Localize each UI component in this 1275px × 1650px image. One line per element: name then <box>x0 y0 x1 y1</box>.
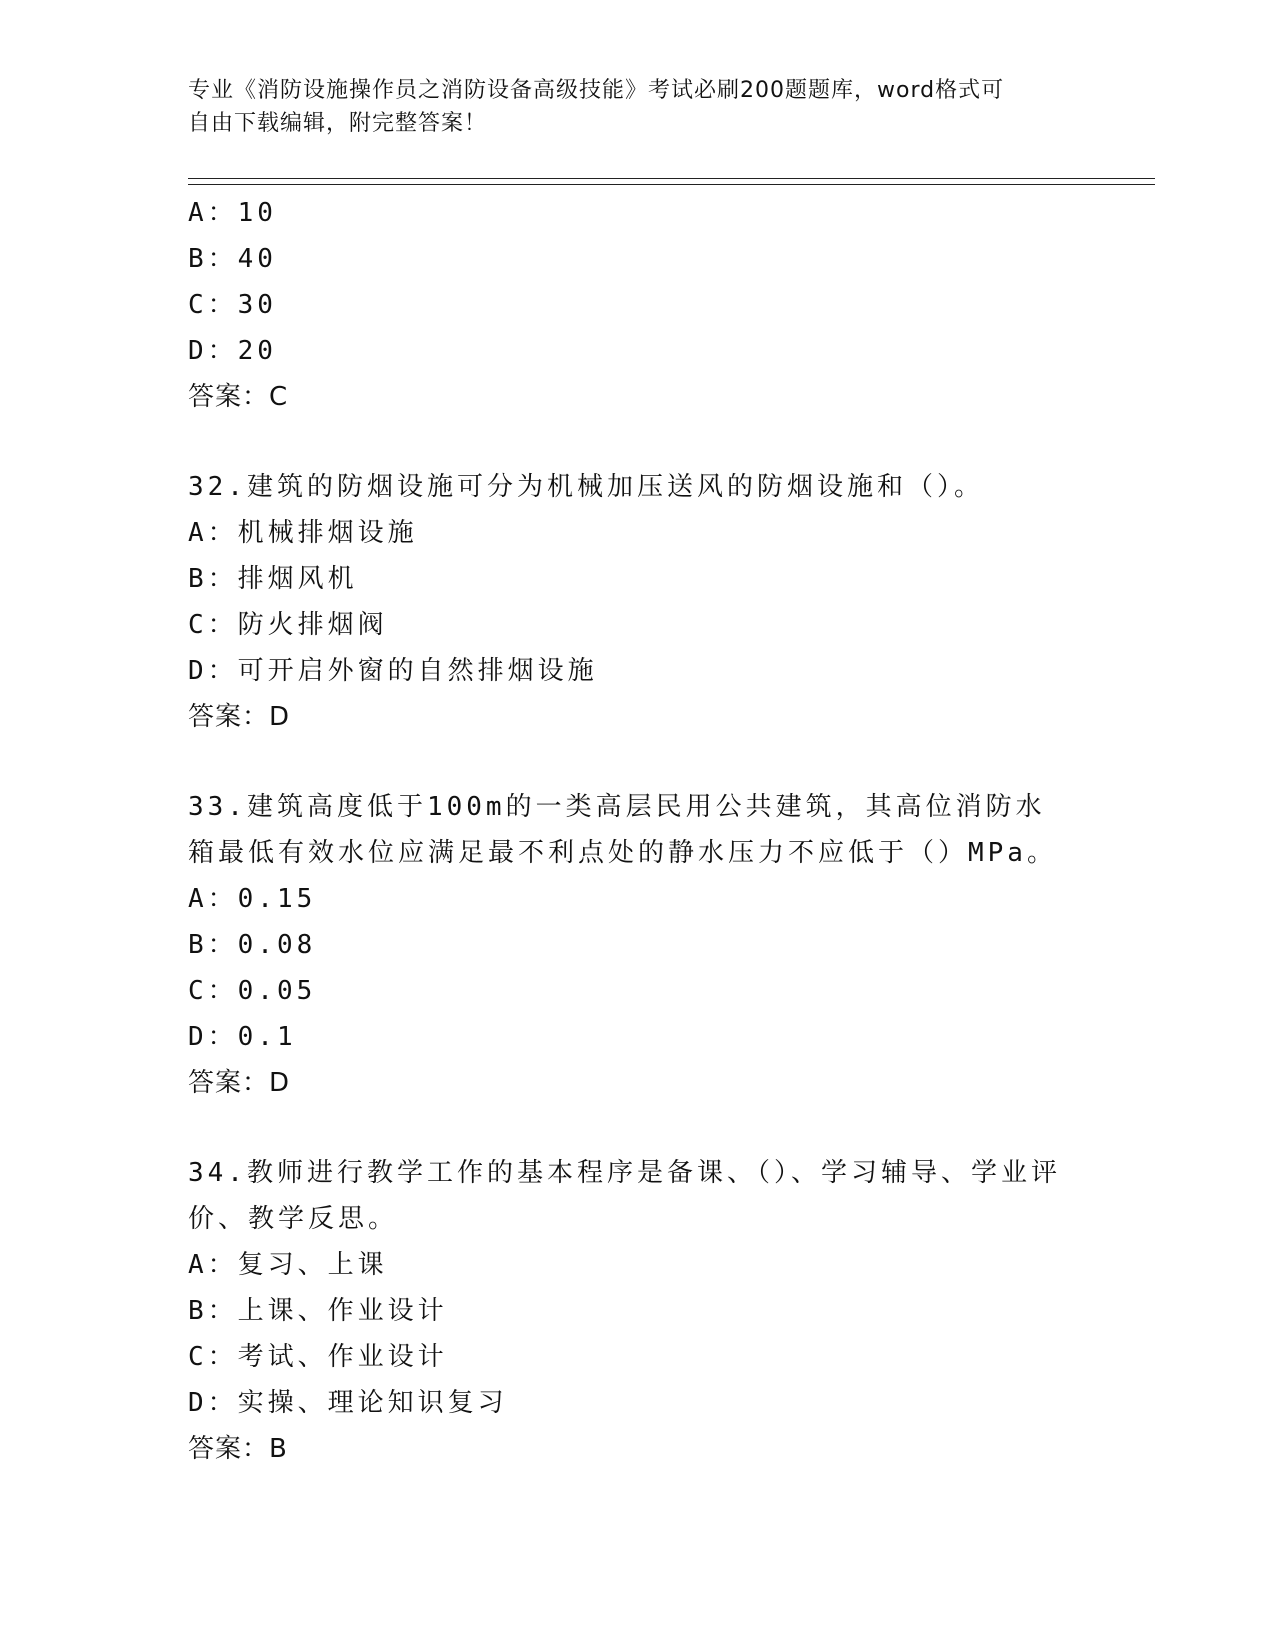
document-header <box>188 74 1088 140</box>
question-text: 34.教师进行教学工作的基本程序是备课、（）、学习辅导、学业评价、教学反思。 <box>188 1158 1061 1234</box>
option-a: A：机械排烟设施 <box>188 518 418 548</box>
option-d: D：20 <box>188 336 277 366</box>
option-d: D：可开启外窗的自然排烟设施 <box>188 656 598 686</box>
option-d: D：0.1 <box>188 1022 297 1052</box>
answer-line: 答案：B <box>188 1434 288 1464</box>
question-block-32 <box>188 464 1148 740</box>
question-block-34 <box>188 1150 1148 1472</box>
header-line-2: 自由下载编辑，附完整答案！ <box>188 111 488 136</box>
option-b: B：排烟风机 <box>188 564 358 594</box>
option-b: B：40 <box>188 244 277 274</box>
question-text: 33.建筑高度低于100m的一类高层民用公共建筑，其高位消防水箱最低有效水位应满足最不利点处的静水压力不应低于（）MPa。 <box>188 792 1057 868</box>
answer-line: 答案：D <box>188 702 291 732</box>
option-c: C：防火排烟阀 <box>188 610 388 640</box>
option-b: B：上课、作业设计 <box>188 1296 448 1326</box>
option-b: B：0.08 <box>188 930 317 960</box>
header-line-1: 专业《消防设施操作员之消防设备高级技能》考试必刷200题题库，word格式可 <box>188 78 1005 103</box>
answer-line: 答案：D <box>188 1068 291 1098</box>
option-a: A：0.15 <box>188 884 317 914</box>
answer-line: 答案：C <box>188 382 289 412</box>
option-a: A：复习、上课 <box>188 1250 388 1280</box>
option-c: C：考试、作业设计 <box>188 1342 448 1372</box>
question-text: 32.建筑的防烟设施可分为机械加压送风的防烟设施和（）。 <box>188 472 984 502</box>
option-c: C：30 <box>188 290 277 320</box>
option-a: A：10 <box>188 198 277 228</box>
header-divider-bottom <box>188 184 1155 185</box>
previous-question-block <box>188 190 1148 420</box>
option-d: D：实操、理论知识复习 <box>188 1388 508 1418</box>
header-divider-top <box>188 178 1155 179</box>
question-list <box>188 190 1148 1472</box>
option-c: C：0.05 <box>188 976 317 1006</box>
question-block-33 <box>188 784 1148 1106</box>
